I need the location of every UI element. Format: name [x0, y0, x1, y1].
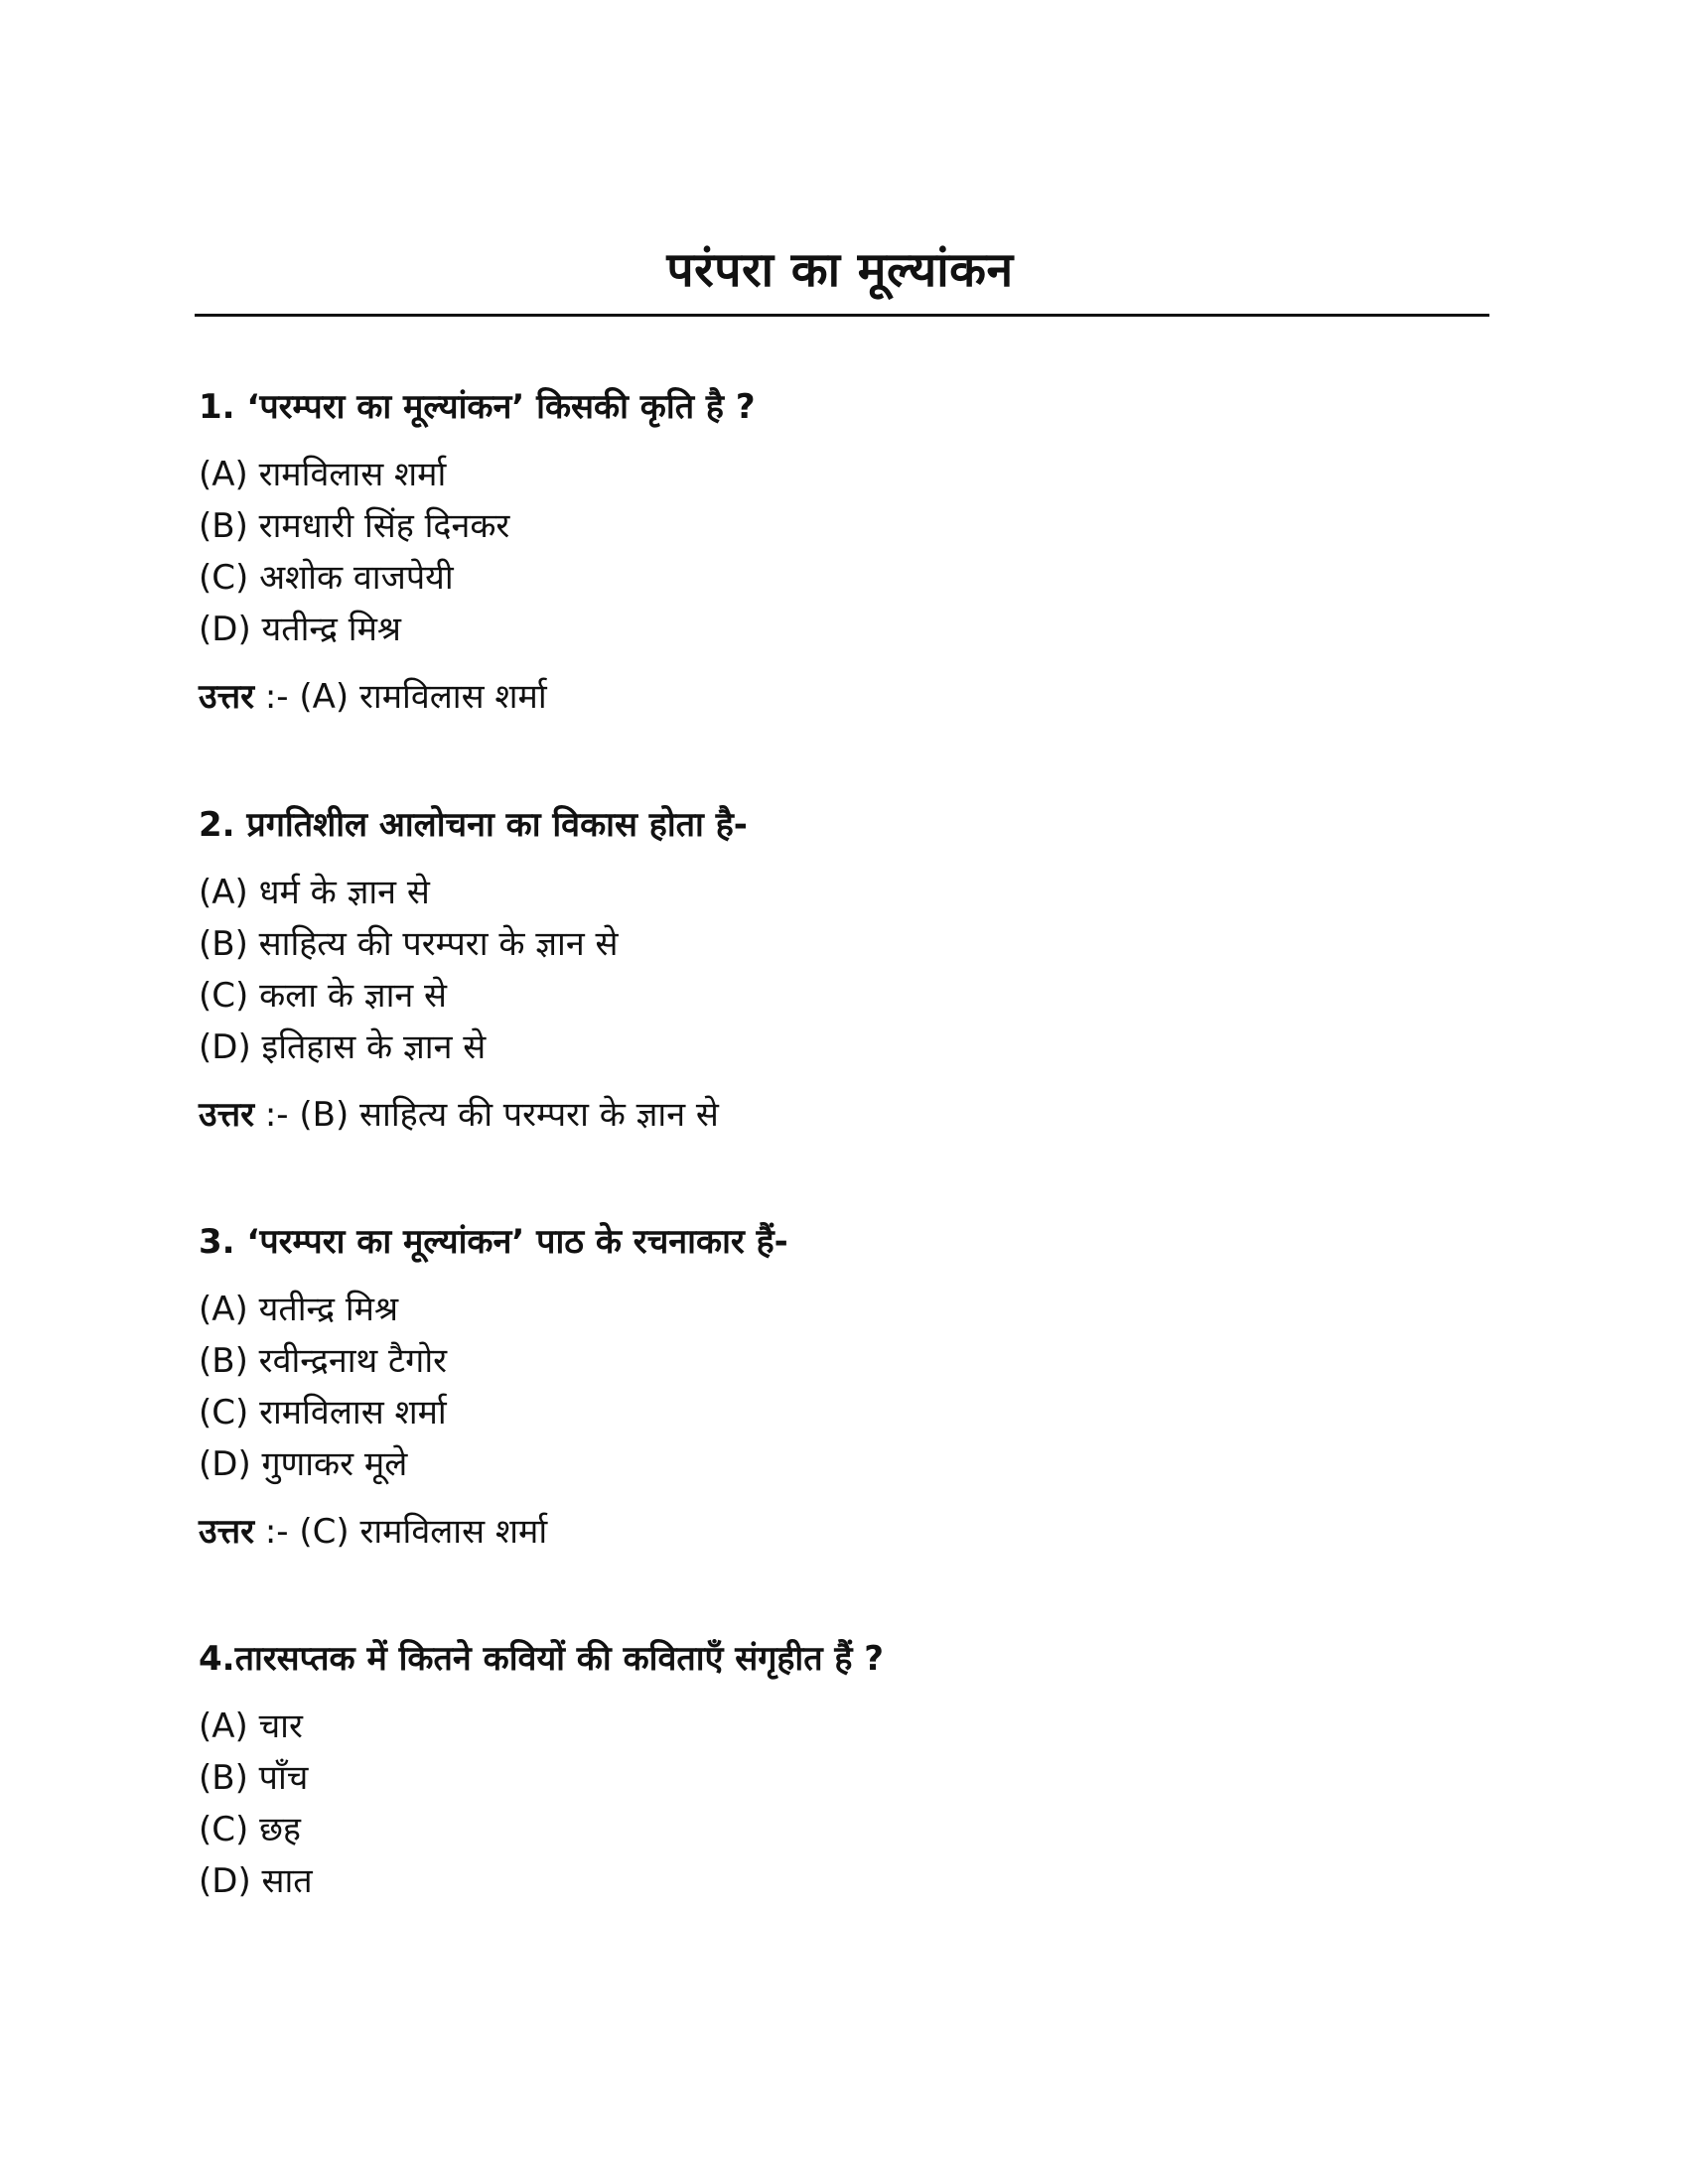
option-c: (C) अशोक वाजपेयी — [199, 558, 454, 598]
question-4 — [199, 1635, 1489, 1907]
option-d: (D) गुणाकर मूले — [199, 1444, 408, 1484]
question-2 — [199, 801, 1489, 1139]
option-a: (A) यतीन्द्र मिश्र — [199, 1290, 399, 1329]
option-c: (C) कला के ज्ञान से — [199, 976, 448, 1016]
option-list — [199, 867, 1489, 1073]
answer-line — [199, 673, 1489, 721]
option-list — [199, 449, 1489, 655]
option-d: (D) इतिहास के ज्ञान से — [199, 1027, 487, 1067]
option-b: (B) साहित्य की परम्परा के ज्ञान से — [199, 924, 619, 964]
option-list — [199, 1284, 1489, 1490]
question-text: 4.तारसप्तक में कितने कवियों की कविताएँ संगृहीत हैं ? — [199, 1639, 885, 1679]
question-3 — [199, 1218, 1489, 1556]
question-1 — [199, 383, 1489, 721]
answer-label: उत्तर — [199, 677, 255, 717]
option-d: (D) यतीन्द्र मिश्र — [199, 610, 402, 649]
option-b: (B) रवीन्द्रनाथ टैगोर — [199, 1341, 448, 1381]
option-b: (B) पाँच — [199, 1758, 309, 1798]
option-a: (A) धर्म के ज्ञान से — [199, 873, 430, 912]
title-divider — [195, 314, 1489, 317]
answer-text: :- (B) साहित्य की परम्परा के ज्ञान से — [254, 1095, 719, 1135]
answer-line — [199, 1508, 1489, 1556]
question-text: 3. ‘परम्परा का मूल्यांकन’ पाठ के रचनाकार हैं- — [199, 1222, 788, 1262]
answer-label: उत्तर — [199, 1512, 255, 1552]
question-text: 2. प्रगतिशील आलोचना का विकास होता है- — [199, 805, 748, 845]
option-a: (A) चार — [199, 1706, 303, 1746]
option-c: (C) छह — [199, 1810, 301, 1849]
page-title: परंपरा का मूल्यांकन — [666, 242, 1014, 298]
answer-label: उत्तर — [199, 1095, 255, 1135]
option-c: (C) रामविलास शर्मा — [199, 1393, 447, 1433]
answer-line — [199, 1091, 1489, 1139]
option-d: (D) सात — [199, 1861, 313, 1901]
option-b: (B) रामधारी सिंह दिनकर — [199, 506, 510, 546]
question-text: 1. ‘परम्परा का मूल्यांकन’ किसकी कृति है ? — [199, 387, 756, 427]
option-a: (A) रामविलास शर्मा — [199, 455, 447, 494]
answer-text: :- (C) रामविलास शर्मा — [254, 1512, 548, 1552]
answer-text: :- (A) रामविलास शर्मा — [254, 677, 547, 717]
option-list — [199, 1701, 1489, 1907]
